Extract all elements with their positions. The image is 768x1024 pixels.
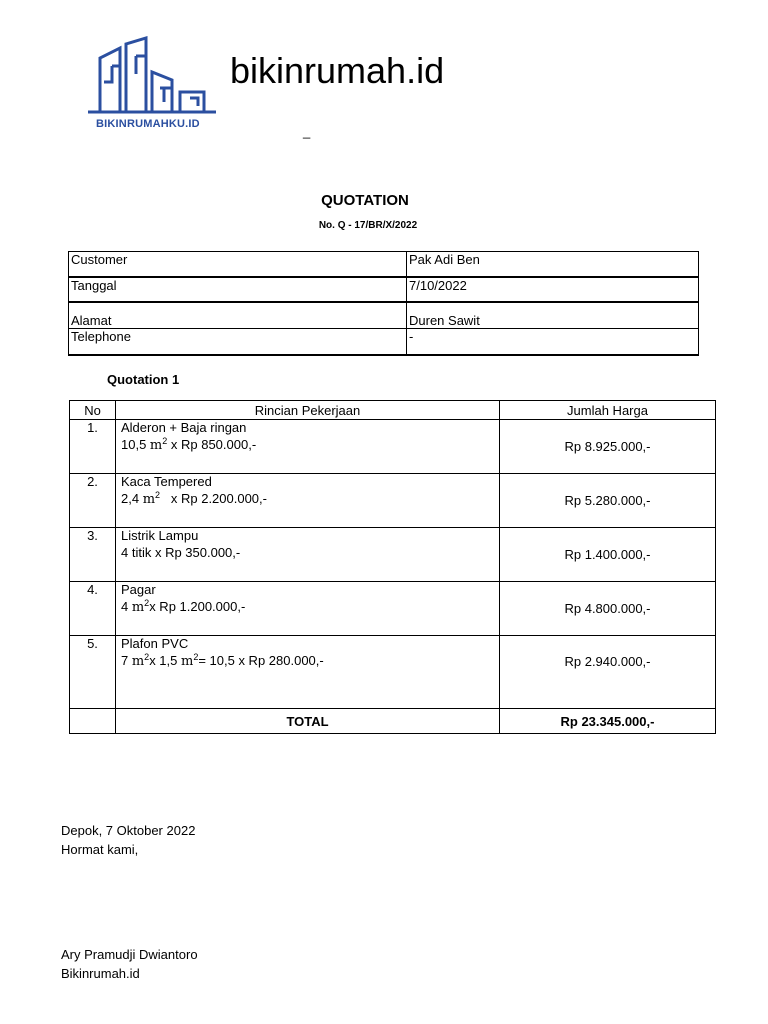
signer-name: Ary Pramudji Dwiantoro <box>61 947 198 962</box>
work-item: Alderon + Baja ringan <box>121 420 247 435</box>
row-amount: Rp 5.280.000,- <box>500 474 716 528</box>
total-label: TOTAL <box>116 709 500 734</box>
total-row <box>70 709 716 734</box>
info-label: Customer <box>69 252 407 277</box>
table-row <box>70 528 716 582</box>
row-amount: Rp 4.800.000,- <box>500 582 716 636</box>
table-header-row <box>70 401 716 420</box>
row-number: 4. <box>70 582 116 636</box>
row-description <box>116 528 500 582</box>
info-value: Duren Sawit <box>407 302 699 329</box>
row-description <box>116 636 500 709</box>
row-number: 5. <box>70 636 116 709</box>
row-amount: Rp 8.925.000,- <box>500 420 716 474</box>
row-description <box>116 582 500 636</box>
work-item: Plafon PVC <box>121 636 189 651</box>
customer-info-table <box>68 251 699 356</box>
calculation: 4 titik x Rp 350.000,- <box>121 545 241 560</box>
info-label: Telephone <box>69 329 407 355</box>
work-item: Kaca Tempered <box>121 474 212 489</box>
calculation: 7 $m^2x$ 1,5 $m^2= 10,5$ x Rp 280.000,- <box>121 652 324 669</box>
signer-company: Bikinrumah.id <box>61 966 140 981</box>
company-logo <box>86 36 218 116</box>
info-value: Pak Adi Ben <box>407 252 699 277</box>
info-row-tanggal <box>69 277 699 302</box>
logo-caption: BIKINRUMAHKU.ID <box>96 118 200 130</box>
dash-mark: _ <box>303 124 311 139</box>
header-jumlah: Jumlah Harga <box>500 401 716 420</box>
total-empty-cell <box>70 709 116 734</box>
info-value: 7/10/2022 <box>407 277 699 302</box>
table-row <box>70 420 716 474</box>
info-row-telephone <box>69 329 699 355</box>
row-number: 1. <box>70 420 116 474</box>
table-row <box>70 474 716 528</box>
row-number: 2. <box>70 474 116 528</box>
header-rincian: Rincian Pekerjaan <box>116 401 500 420</box>
work-item: Pagar <box>121 582 156 597</box>
table-row <box>70 636 716 709</box>
row-number: 3. <box>70 528 116 582</box>
work-item: Listrik Lampu <box>121 528 199 543</box>
total-amount: Rp 23.345.000,- <box>500 709 716 734</box>
greeting: Hormat kami, <box>61 842 139 857</box>
calculation: 4 $m^2x$ Rp 1.200.000,- <box>121 598 246 615</box>
info-row-customer <box>69 252 699 277</box>
calculation: 10,5 $m^2$ x Rp 850.000,- <box>121 436 257 453</box>
calculation: 2,4 $m^2$ x Rp 2.200.000,- <box>121 490 267 507</box>
header-no: No <box>70 401 116 420</box>
row-description <box>116 420 500 474</box>
row-amount: Rp 1.400.000,- <box>500 528 716 582</box>
brand-name: bikinrumah.id <box>230 50 445 91</box>
document-title: QUOTATION <box>321 192 409 209</box>
row-amount: Rp 2.940.000,- <box>500 636 716 709</box>
document-number: No. Q - 17/BR/X/2022 <box>318 220 418 231</box>
place-date: Depok, 7 Oktober 2022 <box>61 823 196 838</box>
info-row-alamat <box>69 302 699 329</box>
info-label: Alamat <box>69 302 407 329</box>
info-value: - <box>407 329 699 355</box>
quotation-label: Quotation 1 <box>107 372 180 387</box>
row-description <box>116 474 500 528</box>
quotation-items-table <box>69 400 716 734</box>
table-row <box>70 582 716 636</box>
info-label: Tanggal <box>69 277 407 302</box>
